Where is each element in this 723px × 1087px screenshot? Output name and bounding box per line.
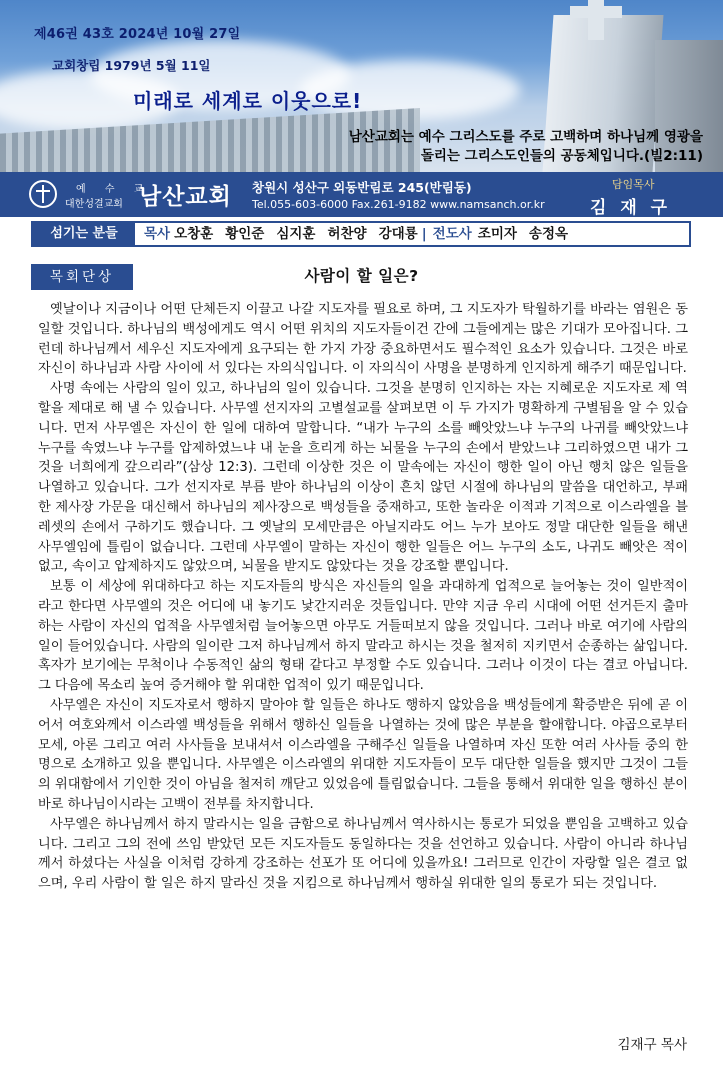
column-signature: 김재구 목사 — [617, 1037, 687, 1053]
slogan: 미래로 세계로 이웃으로! — [133, 89, 363, 113]
staff-name: 황인준 — [225, 226, 265, 242]
staff-name: 허찬양 — [327, 226, 367, 242]
church-contact: Tel.055-603-6000 Fax.261-9182 www.namsanch.or.kr — [252, 198, 545, 211]
pastors-title: 목사 — [144, 226, 171, 242]
denomination-line1: 예 수 교 — [76, 184, 152, 195]
article-paragraph: 사명 속에는 사람의 일이 있고, 하나님의 일이 있습니다. 그것을 분명히 인지하는 자는 지혜로운 지도자로 제 역할을 제대로 해 낼 수 있습니다. 사무엘 선지자의 고별설교를 살펴보면 이 두 가지가 명확하게 구별됨을 알 수 있습니다. 먼저 사무엘은 자신이 한 일에 대하여 말합니다. “내가 누구의 소를 빼앗았느냐 누구의 나귀를 빼앗았느냐 누구를 속였느냐 누구를 압제하였느냐 내 눈을 흐리게 하는 뇌물을 누구의 손에서 받았느냐 그리하였으면 내가 그것을 너희에게 갚으리라”(삼상 12:3). 그런데 이상한 것은 이 말속에는 자신이 행한 일이 아닌 행치 않은 일들을 나열하고 있습니다. 그가 선지자로 부름 받아 하나님의 이상이 흔치 않던 시절에 하나님의 말씀을 대언하고, 부패한 제사장 가문을 대신해서 하나님의 제사장으로 백성들을 중재하고, 또한 놀라운 이적과 기적으로 이스라엘을 블레셋의 손에서 구하기도 했습니다. 그 옛날의 모세만큼은 아닐지라도 어느 누가 보아도 정말 대단한 일들을 해낸 사무엘임에 틀림이 없습니다. 그런데 사무엘이 말하는 자신이 행한 일들은 어느 누구의 소도, 나귀도 빼앗은 적이 없고, 속이고 압제하지도 않았으며, 뇌물을 받지도 않았다는 것을 강조할 뿐입니다. — [38, 381, 688, 575]
denomination-line2: 대한성결교회 — [65, 199, 123, 210]
cross-bar — [570, 6, 622, 18]
staff-row — [31, 221, 691, 247]
article-paragraph: 보통 이 세상에 위대하다고 하는 지도자들의 방식은 자신들의 일을 과대하게 업적으로 늘어놓는 것이 일반적이라고 한다면 사무엘의 것은 어디에 내 놓기도 낯간지러운 것들입니다. 만약 지금 우리 시대에 어떤 선거든지 출마하는 사람이 자신의 업적을 사무엘처럼 늘어놓으면 아무도 거들떠보지 않을 것입니다. 그러나 바로 여기에 사람의 일이 들어있습니다. 사람의 일이란 그저 하나님께서 하지 말라고 하시는 것을 철저히 지키면서 순종하는 삶입니다. 혹자가 보기에는 무척이나 수동적인 삶의 형태 같다고 부정할 수도 있습니다. 그러나 이것이 다는 결코 아닙니다. 그 다음에 목소리 높여 증거해야 할 위대한 업적이 있기 때문입니다. — [38, 579, 688, 694]
church-address: 창원시 성산구 외동반림로 245(반림동) — [252, 180, 472, 195]
evangelists-title: 전도사 — [432, 226, 472, 242]
staff-name: 조미자 — [477, 226, 517, 242]
issue-info: 제46권 43호 2024년 10월 27일 — [34, 27, 241, 42]
column-title: 사람이 할 일은? — [304, 267, 419, 285]
staff-name: 송정옥 — [528, 226, 569, 242]
staff-name: 강대룡 — [378, 226, 418, 242]
church-name: 남산교회 — [139, 184, 232, 210]
mission-statement: 남산교회는 예수 그리스도를 주로 고백하며 하나님께 영광을 돌리는 그리스도인들의 공동체입니다.(빌2:11) — [348, 129, 703, 164]
church-logo-icon — [29, 180, 57, 208]
article-paragraph: 사무엘은 하나님께서 하지 말라시는 일을 금함으로 하나님께서 역사하시는 통로가 되었을 뿐임을 고백하고 있습니다. 그리고 그의 전에 쓰임 받았던 모든 지도자들도 동일하다는 것을 선언하고 있습니다. 사람이 아니라 하나님께서 하셨다는 사실을 이처럼 강하게 강조하는 선포가 또 어디에 있을까요! 그러므로 인간이 자랑할 일은 결코 없으며, 우리 사람이 할 일은 하지 말라신 것을 지킴으로 하나님께서 행하실 위대한 일의 통로가 되는 것입니다. — [38, 816, 688, 892]
column-label: 목회단상 — [31, 264, 133, 290]
staff-list — [144, 223, 580, 245]
pastor-name: 김 재 구 — [590, 198, 672, 218]
staff-divider: | — [421, 226, 427, 242]
article-paragraph: 사무엘은 자신이 지도자로서 행하지 말아야 할 일들은 하나도 행하지 않았음을 백성들에게 확증받은 뒤에 곧 이어서 여호와께서 이스라엘 백성들을 위해서 행하신 일들을 나열하는 것에 많은 부분을 할애합니다. 야곱으로부터 모세, 아론 그리고 여러 사사들을 보내셔서 이스라엘을 구해주신 일들을 나열하며 자신 또한 여러 사사들 중의 한 명으로 소개하고 있을 뿐입니다. 사무엘은 이스라엘의 위대한 지도자들이 모두 대단한 일들을 했지만 그것이 그들의 위대함에서 기인한 것이 아님을 철저히 깨닫고 있었음에 틀림없습니다. 그들을 통해서 위대한 일을 행하신 분이 바로 하나님이시라는 고백이 전부를 차지합니다. — [38, 697, 688, 812]
founded-date: 교회창립 1979년 5월 11일 — [52, 58, 211, 73]
article-paragraph: 옛날이나 지금이나 어떤 단체든지 이끌고 나갈 지도자를 필요로 하며, 그 지도자가 탁월하기를 바라는 염원은 동일할 것입니다. 하나님의 백성에게도 역시 어떤 위치의 지도자들이건 간에 그들에게는 많은 기대가 모아집니다. 그런데 하나님께서 세우신 지도자에게 요구되는 한 가지 가장 중요하면서도 필수적인 요소가 있습니다. 그것은 바로 자신이 하나님과 사람 사이에 서 있다는 자의식입니다. 이 자의식이 사명을 분명하게 인지하게 해주기 때문입니다. — [38, 302, 688, 377]
staff-name: 심지훈 — [276, 226, 316, 242]
staff-label: 섬기는 분들 — [33, 223, 135, 245]
staff-name: 오창훈 — [174, 226, 214, 242]
pastor-label: 담임목사 — [612, 178, 655, 191]
column-article — [38, 300, 688, 894]
